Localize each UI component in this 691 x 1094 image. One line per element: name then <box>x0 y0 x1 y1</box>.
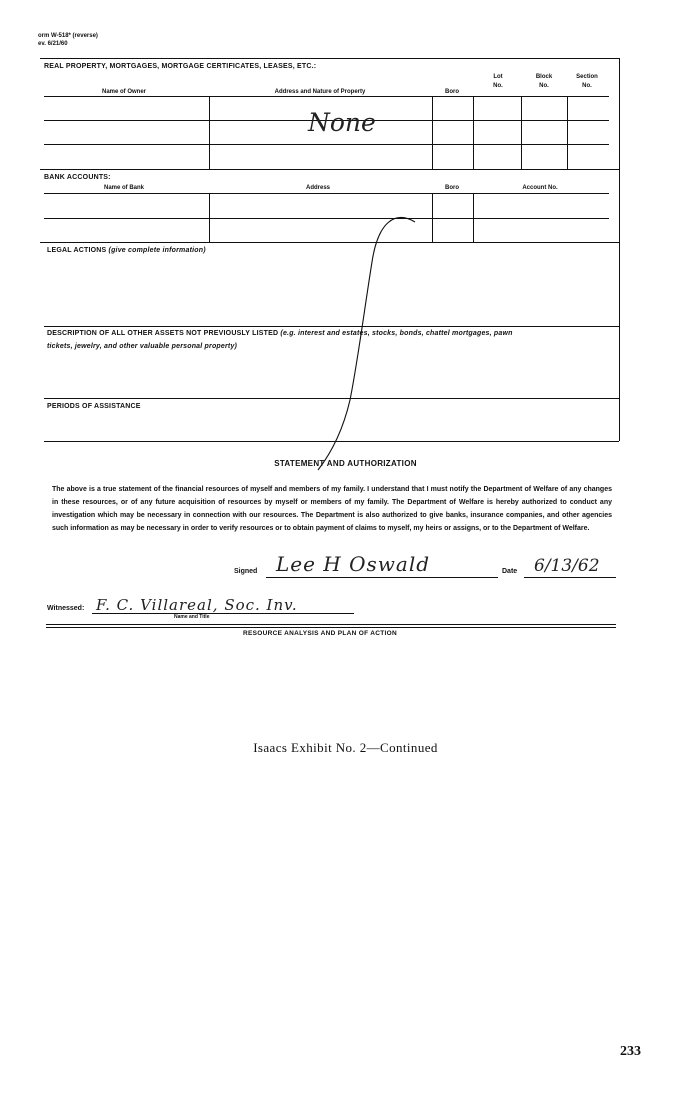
other-assets-title: DESCRIPTION OF ALL OTHER ASSETS NOT PREVIOUSLY LISTED (e.g. interest and estates, stocks, bonds, chattel mortgages, pawn <box>47 330 513 337</box>
form-number: orm W-518* (reverse) ev. 6/21/60 <box>38 33 98 47</box>
legal-actions-title: LEGAL ACTIONS (give complete information) <box>47 247 206 254</box>
form-top-border <box>40 58 619 59</box>
other-assets-bottom-rule <box>44 398 619 399</box>
real-property-title: REAL PROPERTY, MORTGAGES, MORTGAGE CERTIFICATES, LEASES, ETC.: <box>44 63 317 70</box>
statement-text: The above is a true statement of the financial resources of myself and members of my family. I understand that I must notify the Department of Welfare of any changes in these resources, or of any future acquisition of resources by myself or members of my family. The Department of Welfare is hereby authorized to conduct any investigation which may be necessary in connection with our resources. The Department is also authorized to give banks, insurance companies, and other agencies such information as may be necessary in order to verify resources or to obtain payment of claims to myself, my heirs or assigns, or to the Department of Welfare. <box>52 486 612 532</box>
legal-actions-bottom-rule <box>44 326 619 327</box>
bank-col-divider <box>432 193 433 242</box>
double-rule-bottom <box>46 627 616 628</box>
date-value: 6/13/62 <box>534 556 600 576</box>
name-and-title-label: Name and Title <box>174 614 210 620</box>
periods-of-assistance-title: PERIODS OF ASSISTANCE <box>47 403 141 410</box>
col-lot-no: Lot No. <box>493 74 503 89</box>
real-property-header-rule <box>44 96 609 97</box>
other-assets-hint: tickets, jewelry, and other valuable personal property) <box>47 343 238 350</box>
signature-line <box>266 577 498 578</box>
double-rule-top <box>46 624 616 625</box>
real-property-row-line <box>44 144 609 145</box>
col-address-nature-property: Address and Nature of Property <box>274 89 366 95</box>
real-property-col-divider <box>209 96 210 169</box>
statement-title: STATEMENT AND AUTHORIZATION <box>274 459 417 468</box>
form-right-border <box>619 58 620 441</box>
real-property-col-divider <box>473 96 474 169</box>
real-property-col-divider <box>521 96 522 169</box>
bank-col-divider <box>209 193 210 242</box>
exhibit-caption: Isaacs Exhibit No. 2—Continued <box>253 740 438 755</box>
pen-stroke <box>318 218 415 470</box>
date-line <box>524 577 616 578</box>
real-property-col-divider <box>567 96 568 169</box>
witnessed-label: Witnessed: <box>47 605 85 612</box>
col-section-no: Section No. <box>576 74 598 89</box>
periods-bottom-rule <box>44 441 619 442</box>
signature: Lee H Oswald <box>276 552 431 576</box>
col-name-of-owner: Name of Owner <box>101 89 146 95</box>
handwritten-none: None <box>308 108 376 137</box>
bank-bottom-rule <box>40 242 619 243</box>
signed-label: Signed <box>234 568 258 575</box>
bank-col-divider <box>473 193 474 242</box>
bank-accounts-title: BANK ACCOUNTS: <box>44 174 111 181</box>
col-name-of-bank: Name of Bank <box>103 185 144 191</box>
col-bank-address: Address <box>305 185 330 191</box>
witness-signature: F. C. Villareal, Soc. Inv. <box>96 596 298 614</box>
real-property-col-divider <box>432 96 433 169</box>
col-block-no: Block No. <box>535 74 553 89</box>
bank-header-rule <box>44 193 609 194</box>
page-number: 233 <box>620 1044 641 1059</box>
col-bank-boro: Boro <box>445 185 459 191</box>
col-account-no: Account No. <box>522 185 558 191</box>
col-boro: Boro <box>445 89 459 95</box>
bank-row-line <box>44 218 609 219</box>
real-property-bottom-rule <box>40 169 619 170</box>
date-label: Date <box>502 568 518 575</box>
resource-analysis-title: RESOURCE ANALYSIS AND PLAN OF ACTION <box>243 630 397 637</box>
